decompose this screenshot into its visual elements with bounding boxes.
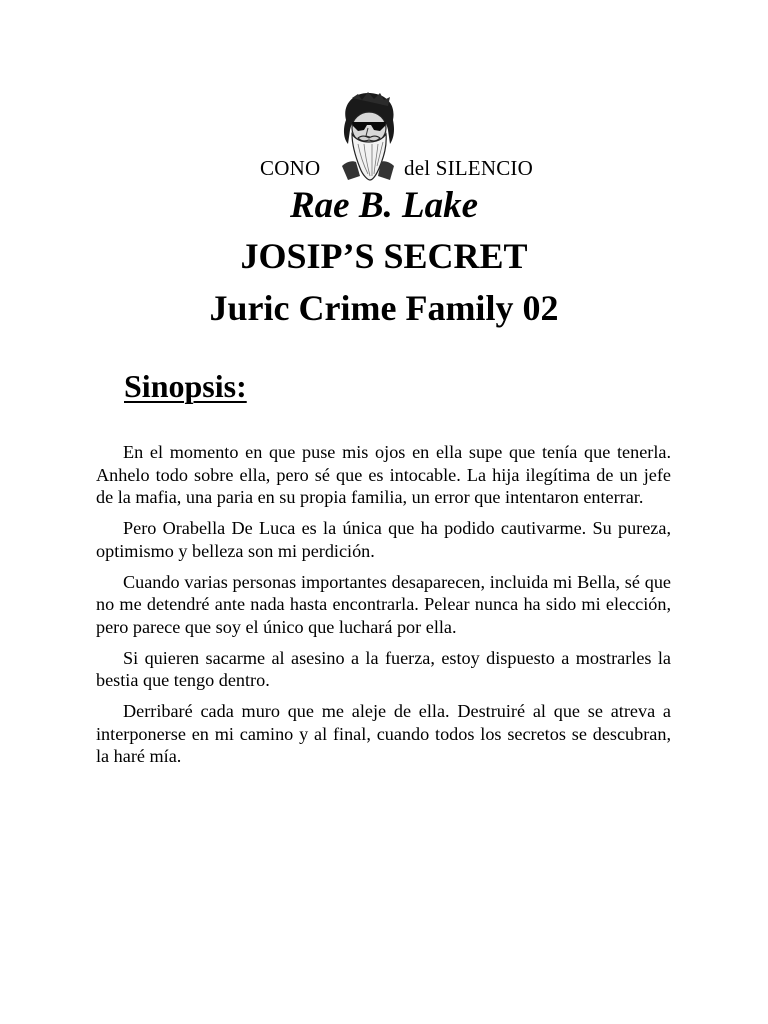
publisher-logo [0,90,768,182]
synopsis-paragraph: Pero Orabella De Luca es la única que ha podido cautivarme. Su pureza, optimismo y belleza son mi perdición. [96,518,671,561]
bearded-man-sunglasses-icon [328,90,408,182]
logo-text-left: CONO [260,156,321,180]
logo-text-right: del SILENCIO [404,156,533,180]
synopsis-body [96,441,671,776]
book-title: JOSIP’S SECRET [240,236,528,276]
series-title: Juric Crime Family 02 [209,288,559,328]
synopsis-paragraph: Cuando varias personas importantes desaparecen, incluida mi Bella, sé que no me detendré ante nada hasta encontrarla. Pelear nunca ha sido mi elección, pero parece que soy el único que luchará por ella. [96,571,671,637]
synopsis-heading: Sinopsis: [124,368,247,404]
synopsis-paragraph: Si quieren sacarme al asesino a la fuerza, estoy dispuesto a mostrarles la bestia que tengo dentro. [96,647,671,690]
synopsis-paragraph: Derribaré cada muro que me aleje de ella. Destruiré al que se atreva a interponerse en mi camino y al final, cuando todos los secretos se descubran, la haré mía. [96,701,671,766]
synopsis-paragraph: En el momento en que puse mis ojos en ella supe que tenía que tenerla. Anhelo todo sobre ella, pero sé que es intocable. La hija ilegítima de un jefe de la mafia, una paria en su propia familia, un error que intentaron enterrar. [96,442,671,507]
author-name: Rae B. Lake [289,185,479,226]
